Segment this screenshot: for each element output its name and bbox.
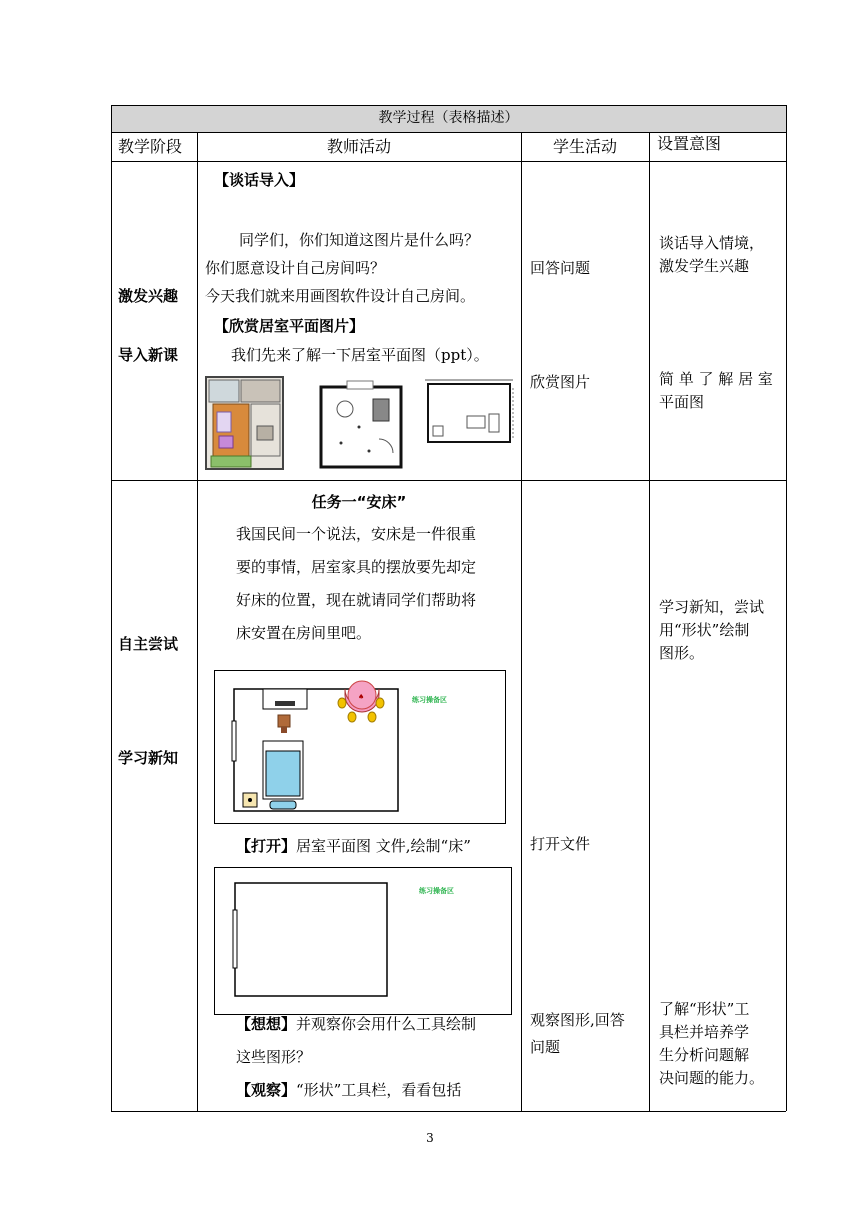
task-title: 任务一“安床” — [311, 493, 407, 511]
student-activity: 观察图形,回答 — [530, 1011, 625, 1029]
paragraph-line: 好床的位置，现在就请同学们帮助将 — [236, 591, 477, 609]
section-title: 【欣赏居室平面图片】 — [214, 317, 365, 335]
table-border — [521, 132, 522, 1111]
intent-text: 了解“形状”工 — [659, 1000, 750, 1018]
stage-label: 激发兴趣 — [118, 287, 179, 305]
table-border — [197, 132, 198, 1111]
intent-text: 学习新知，尝试 — [659, 598, 765, 616]
paragraph-line: 同学们，你们知道这图片是什么吗？ — [239, 231, 480, 249]
table-border — [786, 105, 787, 1111]
think-text: 并观察你会用什么工具绘制 — [296, 1015, 477, 1033]
table-border — [111, 480, 786, 481]
observe-text: “形状”工具栏，看看包括 — [296, 1081, 462, 1099]
stage-label: 学习新知 — [118, 749, 179, 767]
open-instruction — [236, 836, 471, 856]
floor-plan-image — [319, 379, 408, 470]
table-border — [649, 132, 650, 1111]
intent-text: 生分析问题解 — [659, 1046, 750, 1064]
student-activity: 欣赏图片 — [530, 373, 591, 391]
intent-text: 激发学生兴趣 — [659, 257, 750, 275]
section-title: 【谈话导入】 — [214, 171, 305, 189]
observe-bracket: 【观察】 — [236, 1081, 297, 1099]
think-bracket: 【想想】 — [236, 1015, 297, 1033]
stage-label: 自主尝试 — [118, 635, 179, 653]
paragraph-line: 我国民间一个说法，安床是一件很重 — [236, 525, 477, 543]
observe-instruction — [236, 1080, 461, 1100]
intent-text: 简 单 了 解 居 室 — [659, 370, 773, 388]
intent-text: 具栏并培养学 — [659, 1023, 750, 1041]
table-border — [111, 132, 786, 133]
intent-text: 用“形状”绘制 — [659, 621, 750, 639]
stage-label: 导入新课 — [118, 346, 179, 364]
header-student: 学生活动 — [552, 137, 617, 156]
floor-plan-image — [205, 376, 284, 470]
paragraph-line: 这些图形？ — [236, 1048, 312, 1066]
table-border — [111, 105, 112, 1111]
intent-text: 谈话导入情境， — [659, 234, 765, 252]
think-instruction — [236, 1014, 476, 1034]
svg-text:♠: ♠ — [358, 693, 365, 701]
page-number: 3 — [426, 1131, 434, 1145]
open-text: 居室平面图 文件,绘制“床” — [296, 837, 471, 855]
intent-text: 图形。 — [659, 644, 705, 662]
practice-area-label: 练习操备区 — [419, 887, 454, 895]
intent-text: 决问题的能力。 — [659, 1069, 765, 1087]
paragraph-line: 你们愿意设计自己房间吗？ — [205, 259, 386, 277]
student-activity: 问题 — [530, 1038, 561, 1056]
header-stage: 教学阶段 — [118, 137, 183, 156]
practice-area-label: 练习操备区 — [412, 696, 447, 704]
intent-text: 平面图 — [659, 393, 705, 411]
header-intent: 设置意图 — [657, 134, 722, 153]
empty-room-plan — [214, 867, 512, 1015]
table-border — [111, 105, 786, 106]
table-border — [111, 1111, 786, 1112]
paragraph-line: 我们先来了解一下居室平面图（ppt）。 — [231, 346, 489, 364]
floor-plan-image — [425, 376, 522, 454]
student-activity: 回答问题 — [530, 259, 591, 277]
paragraph-line: 今天我们就来用画图软件设计自己房间。 — [205, 287, 476, 305]
header-teacher: 教师活动 — [326, 137, 391, 156]
table-title: 教学过程（表格描述） — [378, 110, 519, 126]
open-bracket: 【打开】 — [236, 837, 297, 855]
paragraph-line: 床安置在房间里吧。 — [236, 624, 372, 642]
table-border — [111, 161, 786, 162]
student-activity: 打开文件 — [530, 835, 591, 853]
room-plan-with-bed — [214, 670, 506, 824]
paragraph-line: 要的事情，居室家具的摆放要先却定 — [236, 558, 477, 576]
